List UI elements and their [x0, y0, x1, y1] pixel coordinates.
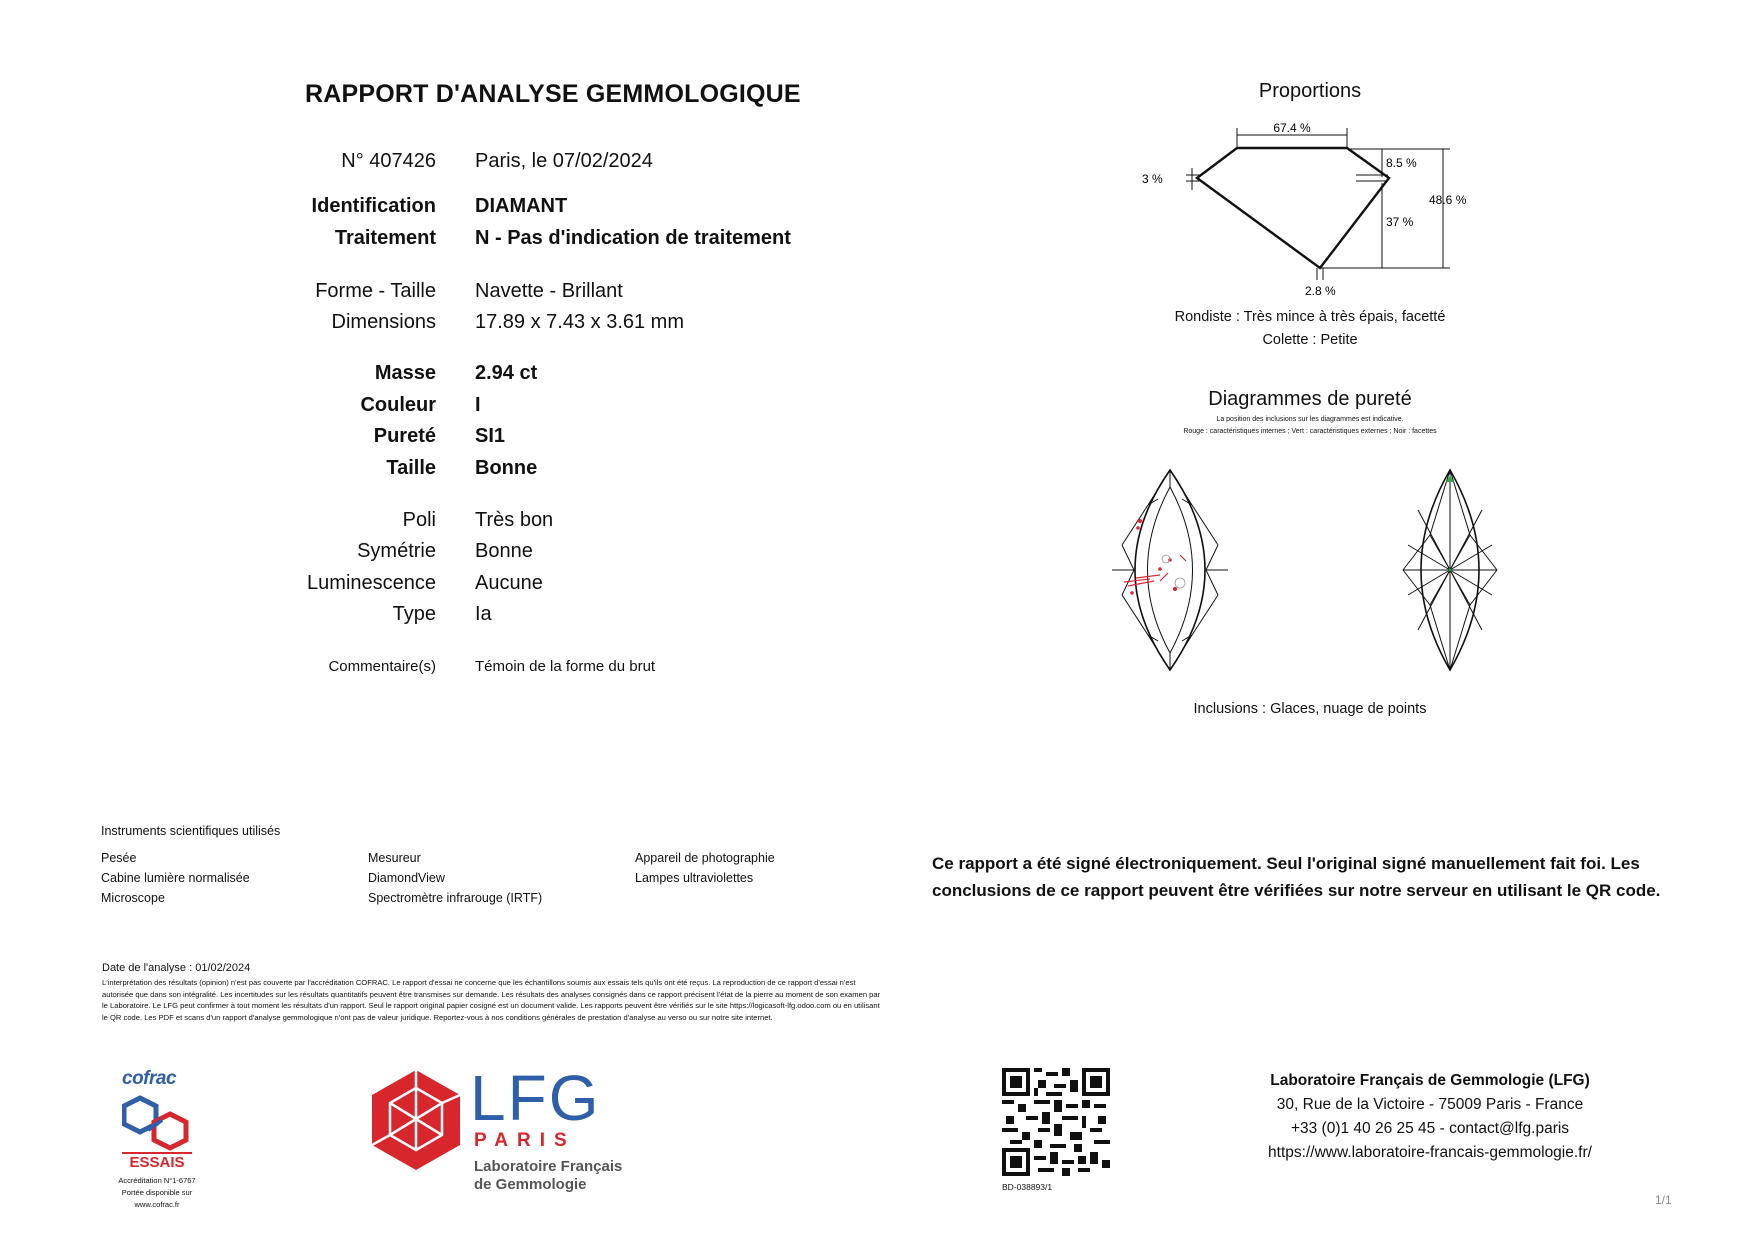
field-value: Très bon	[475, 509, 554, 531]
girdle-pct: 3 %	[1142, 172, 1163, 186]
cofrac-essais: ESSAIS	[129, 1154, 185, 1171]
lab-name: Laboratoire Français de Gemmologie (LFG)	[1270, 1072, 1590, 1089]
lab-website[interactable]: https://www.laboratoire-francais-gemmologie.fr/	[1268, 1144, 1592, 1161]
page-number: 1/1	[1655, 1193, 1672, 1207]
cofrac-hexagon-icon	[122, 1090, 192, 1154]
culet-pct: 2.8 %	[1305, 284, 1336, 298]
table-pct: 67.4 %	[1273, 121, 1311, 135]
legal-disclaimer: L'interprétation des résultats (opinion) n'est pas couverte par l'accréditation COFRAC. Le rapport d'essai ne concerne que les échantillons soumis aux essais tels qu'ils ont été reçus. La reproduction de ce rapport d'essai n'est autorisée que dans son intégralité. Les incertitudes sur les résultats quantitatifs peuvent être transmises sur demande. Les résultats des analyses consignés dans ce rapport précisent l'état de la pierre au moment de son examen par le Laboratoire. Le LFG peut confirmer à tout moment les résultats d'un rapport. Seul le rapport original papier cosigné est un document valide. Les rapports peuvent être vérifiés sur le site https://logicasoft-lfg.odoo.com ou en utilisant le QR code. Les PDF et scans d'un rapport d'analyse gemmologique n'ont pas de valeur juridique. Reportez-vous à nos conditions générales de prestation d'analyse au verso ou sur notre site internet.	[102, 978, 881, 1022]
crown-table	[1148, 487, 1193, 653]
field-label: Pureté	[373, 425, 436, 447]
internal-inclusions	[1124, 520, 1186, 595]
field-value: Ia	[475, 603, 492, 625]
lfg-hexagon-icon	[370, 1068, 462, 1172]
field-value: I	[475, 394, 481, 416]
lfg-tagline-1: Laboratoire Français	[474, 1158, 623, 1175]
field-value: N - Pas d'indication de traitement	[475, 227, 791, 249]
field-value: Bonne	[475, 457, 538, 479]
lab-contact[interactable]: +33 (0)1 40 26 25 45 - contact@lfg.paris	[1290, 1120, 1570, 1137]
cofrac-portee: Portée disponible sur	[121, 1188, 193, 1197]
qr-code-block	[1002, 1068, 1112, 1192]
colette-text: Colette : Petite	[1262, 332, 1358, 348]
field-value: 17.89 x 7.43 x 3.61 mm	[475, 311, 685, 333]
instrument-item: Cabine lumière normalisée	[101, 871, 250, 885]
lfg-logo	[370, 1062, 660, 1208]
report-place-date: Paris, le 07/02/2024	[475, 150, 653, 172]
lfg-wordmark: LFG	[470, 1062, 601, 1134]
analysis-date: Date de l'analyse : 01/02/2024	[102, 962, 251, 974]
cofrac-divider	[122, 1152, 192, 1154]
field-label: Poli	[402, 509, 436, 531]
field-label: Couleur	[360, 394, 436, 416]
lfg-tagline-2: de Gemmologie	[474, 1176, 587, 1193]
instruments-heading: Instruments scientifiques utilisés	[101, 824, 281, 838]
cofrac-site: www.cofrac.fr	[134, 1200, 180, 1209]
cofrac-wordmark: cofrac	[122, 1068, 177, 1089]
qr-code-icon[interactable]	[1002, 1068, 1110, 1176]
instrument-item: DiamondView	[368, 871, 445, 885]
crown-outline	[1135, 470, 1205, 670]
comment-label: Commentaire(s)	[328, 658, 436, 675]
field-value: Navette - Brillant	[475, 280, 623, 302]
crown-height-pct: 8.5 %	[1386, 156, 1417, 170]
qr-code-id: BD-038893/1	[1002, 1182, 1053, 1192]
lab-address: 30, Rue de la Victoire - 75009 Paris - France	[1276, 1096, 1584, 1113]
comment-value: Témoin de la forme du brut	[475, 658, 656, 675]
field-label: Luminescence	[307, 572, 436, 594]
lfg-city: PARIS	[474, 1130, 576, 1151]
total-depth-pct: 48.6 %	[1429, 193, 1467, 207]
field-value: Bonne	[475, 540, 533, 562]
pavilion-diagram	[1400, 465, 1500, 675]
field-value: DIAMANT	[475, 195, 568, 217]
instrument-item: Pesée	[101, 851, 137, 865]
electronic-signature-note: Ce rapport a été signé électroniquement. Seul l'original signé manuellement fait foi. Les conclusions de ce rapport peuvent être vérifiées sur notre serveur en utilisant le QR code.	[932, 854, 1661, 900]
instrument-item: Lampes ultraviolettes	[635, 871, 754, 885]
instrument-item: Spectromètre infrarouge (IRTF)	[368, 891, 543, 905]
purity-heading: Diagrammes de pureté	[1208, 388, 1412, 410]
field-label: Dimensions	[331, 311, 436, 333]
purity-note-position: La position des inclusions sur les diagrammes est indicative.	[1216, 416, 1404, 423]
instrument-item: Mesureur	[368, 851, 421, 865]
field-label: Type	[392, 603, 436, 625]
field-label: Symétrie	[357, 540, 436, 562]
instrument-item: Appareil de photographie	[635, 851, 775, 865]
instrument-item: Microscope	[101, 891, 165, 905]
rondiste-text: Rondiste : Très mince à très épais, facetté	[1174, 309, 1446, 325]
field-label: Traitement	[334, 227, 436, 249]
proportions-diagram	[1130, 120, 1470, 310]
pavilion-depth-pct: 37 %	[1386, 215, 1414, 229]
crown-diagram	[1110, 465, 1230, 675]
field-label: Masse	[374, 362, 436, 384]
field-value: SI1	[475, 425, 506, 447]
cofrac-logo	[108, 1068, 204, 1208]
report-title: RAPPORT D'ANALYSE GEMMOLOGIQUE	[305, 80, 801, 108]
inclusions-text: Inclusions : Glaces, nuage de points	[1193, 701, 1427, 717]
field-label: Taille	[386, 457, 436, 479]
field-label: Forme - Taille	[315, 280, 436, 302]
field-value: Aucune	[475, 572, 543, 594]
stone-profile-outline	[1197, 148, 1389, 268]
cloud-inclusions	[1162, 555, 1185, 588]
report-number: N° 407426	[341, 150, 436, 172]
purity-note-colors: Rouge : caractéristiques internes ; Vert : caractéristiques externes ; Noir : facettes	[1183, 428, 1437, 435]
field-value: 2.94 ct	[475, 362, 538, 384]
proportions-heading: Proportions	[1258, 80, 1362, 102]
field-label: Identification	[311, 195, 436, 217]
cofrac-accreditation: Accréditation N°1-6767	[118, 1176, 196, 1185]
